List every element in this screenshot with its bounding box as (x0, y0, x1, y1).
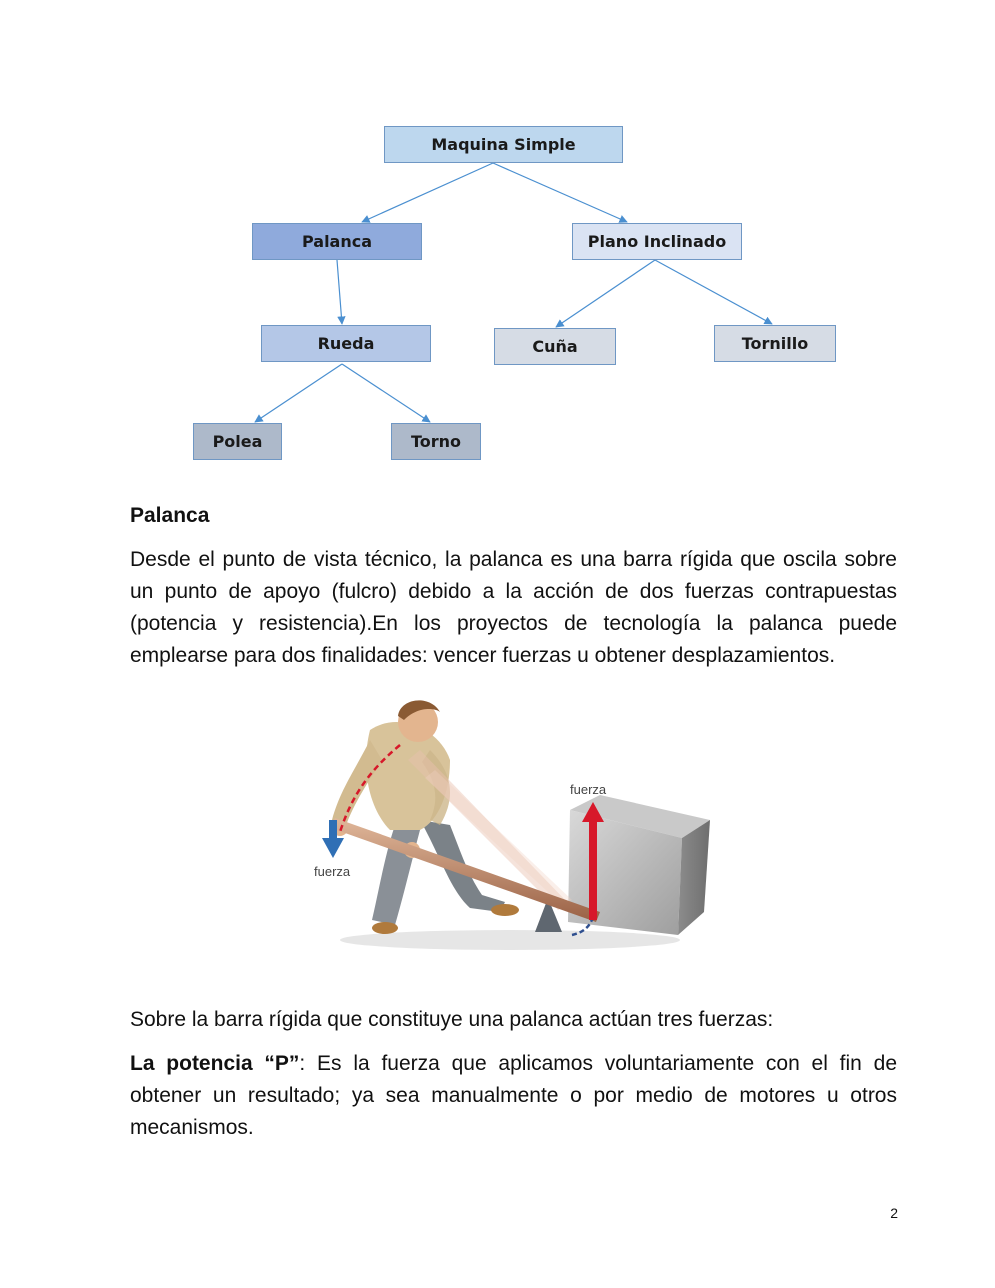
paragraph-line: Desde el punto de vista técnico, la palanca es una barra rígida que oscila sobre (130, 548, 897, 571)
lever-bar-icon (331, 818, 600, 922)
node-plano-inclinado: Plano Inclinado (572, 223, 742, 260)
arrow-plano-tornillo (655, 260, 772, 324)
arrow-root-plano (493, 163, 627, 222)
intro-sentence: Sobre la barra rígida que constituye una palanca actúan tres fuerzas: (130, 1008, 774, 1031)
potencia-line: obtener un resultado; ya sea manualmente o por medio de motores u otros (130, 1084, 897, 1107)
person-icon (332, 700, 519, 934)
potencia-line: mecanismos. (130, 1116, 254, 1139)
node-cuna: Cuña (494, 328, 616, 365)
node-maquina-simple: Maquina Simple (384, 126, 623, 163)
arrow-palanca-rueda (337, 260, 342, 324)
node-rueda: Rueda (261, 325, 431, 362)
force-label-left: fuerza (314, 864, 351, 879)
paragraph-line: emplearse para dos finalidades: vencer fuerzas u obtener desplazamientos. (130, 644, 836, 667)
node-torno: Torno (391, 423, 481, 460)
lever-illustration (300, 690, 720, 960)
arrow-plano-cuna (556, 260, 655, 327)
arrow-root-palanca (362, 163, 493, 222)
arrow-rueda-polea (255, 364, 342, 422)
lever-illustration-svg (300, 690, 720, 960)
paragraph-line: (potencia y resistencia).En los proyectos de tecnología la palanca puede (130, 612, 897, 635)
simple-machine-diagram (0, 0, 995, 480)
page-number: 2 (890, 1205, 898, 1221)
diagram-connectors (0, 0, 995, 480)
section-heading: Palanca (130, 504, 210, 527)
potencia-paragraph (130, 1048, 897, 1144)
potencia-line (130, 1048, 897, 1080)
node-tornillo: Tornillo (714, 325, 836, 362)
potencia-text: : Es la fuerza que aplicamos voluntariamente con el fin de (299, 1052, 897, 1075)
force-label-right: fuerza (570, 782, 607, 797)
potencia-term: La potencia “P” (130, 1052, 300, 1075)
node-palanca: Palanca (252, 223, 422, 260)
node-polea: Polea (193, 423, 282, 460)
section-heading-wrap (130, 500, 897, 532)
arrow-rueda-torno (342, 364, 430, 422)
palanca-paragraph (130, 544, 897, 672)
paragraph-line: un punto de apoyo (fulcro) debido a la acción de dos fuerzas contrapuestas (130, 580, 897, 603)
